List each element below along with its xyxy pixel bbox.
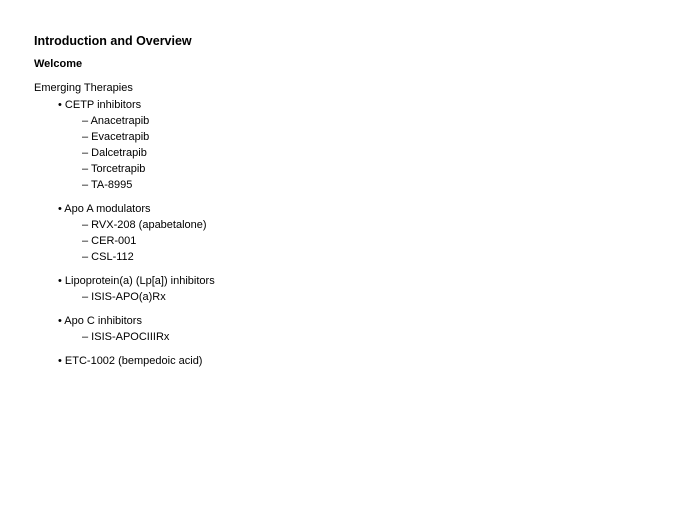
document-page — [34, 33, 674, 377]
list-item: – Torcetrapib — [82, 163, 146, 175]
list-item: – ISIS-APOCIIIRx — [82, 331, 170, 343]
group-label: • CETP inhibitors — [58, 99, 142, 111]
list-item: – Anacetrapib — [82, 115, 150, 127]
list-item: – CER-001 — [82, 235, 137, 247]
page-subtitle: Welcome — [34, 58, 83, 70]
therapy-group-apoa — [34, 201, 674, 265]
therapy-group-apoc — [34, 313, 674, 345]
group-label: • Lipoprotein(a) (Lp[a]) inhibitors — [58, 275, 215, 287]
section-heading: Emerging Therapies — [34, 82, 133, 94]
list-item: – Evacetrapib — [82, 131, 150, 143]
therapy-group-lpa — [34, 273, 674, 305]
group-label: • Apo C inhibitors — [58, 315, 142, 327]
list-item: – CSL-112 — [82, 251, 134, 263]
therapy-group-cetp — [34, 97, 674, 193]
group-label: • ETC-1002 (bempedoic acid) — [58, 355, 203, 367]
therapy-group-etc1002 — [34, 353, 674, 369]
list-item: – ISIS-APO(a)Rx — [82, 291, 166, 303]
page-title: Introduction and Overview — [34, 34, 192, 48]
group-label: • Apo A modulators — [58, 203, 151, 215]
list-item: – RVX-208 (apabetalone) — [82, 219, 207, 231]
list-item: – TA-8995 — [82, 179, 133, 191]
list-item: – Dalcetrapib — [82, 147, 147, 159]
